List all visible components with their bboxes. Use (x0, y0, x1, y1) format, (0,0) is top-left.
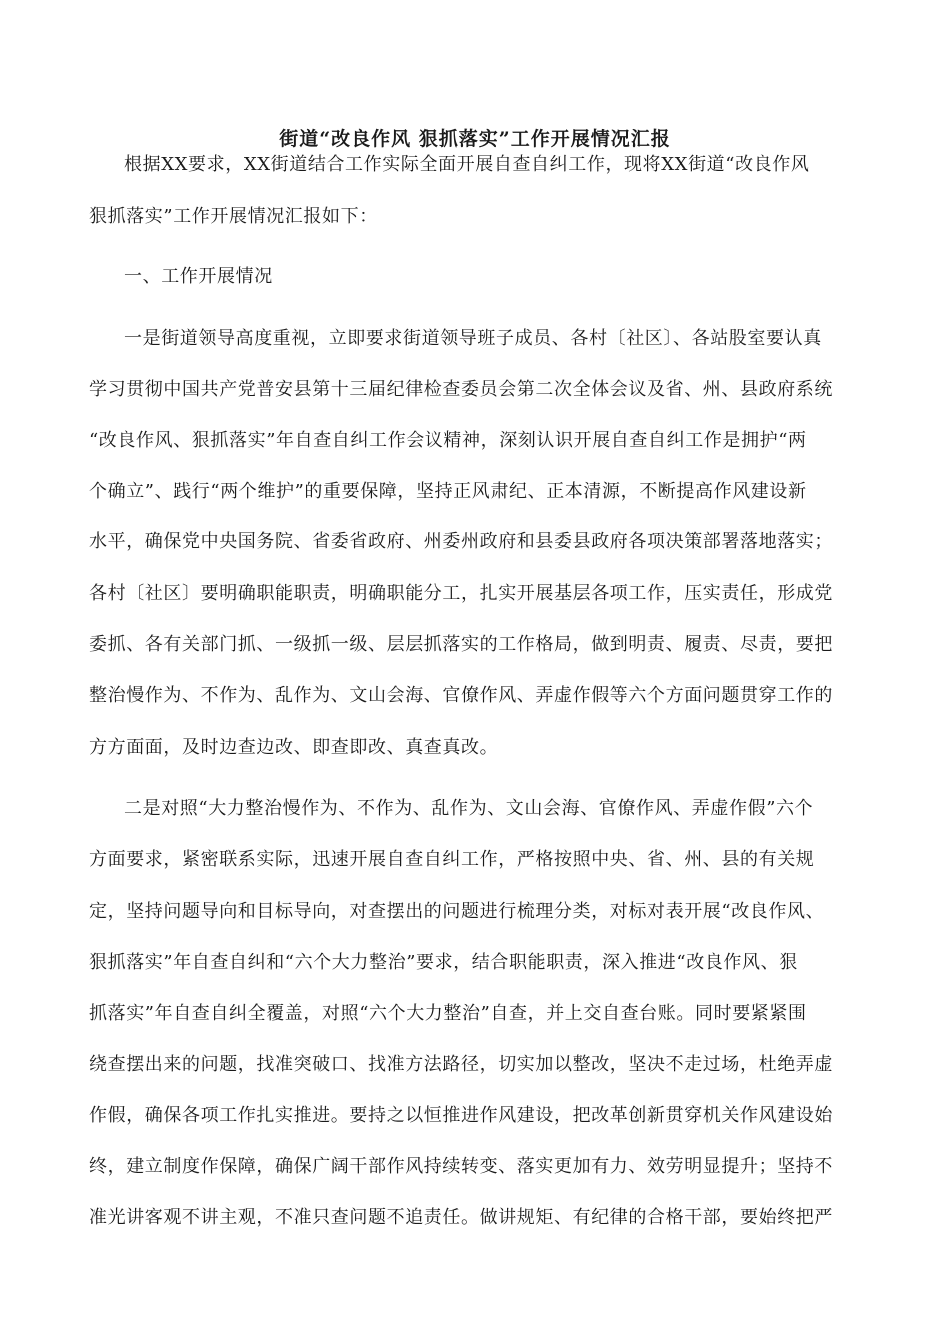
paragraph2-line: 抓落实”年自查自纠全覆盖，对照“六个大力整治”自查，并上交自查台账。同时要紧紧围 (89, 1003, 807, 1024)
paragraph1-line: “改良作风、狠抓落实”年自查自纠工作会议精神，深刻认识开展自查自纠工作是拥护“两 (89, 430, 807, 451)
paragraph2-line: 方面要求，紧密联系实际，迅速开展自查自纠工作，严格按照中央、省、州、县的有关规 (89, 849, 815, 870)
paragraph1-line: 个确立”、践行“两个维护”的重要保障，坚持正风肃纪、正本清源，不断提高作风建设新 (89, 481, 807, 502)
paragraph2-line: 狠抓落实”年自查自纠和“六个大力整治”要求，结合职能职责，深入推进“改良作风、狠 (89, 952, 798, 973)
intro-line: 根据XX要求，XX街道结合工作实际全面开展自查自纠工作，现将XX街道“改良作风 (124, 154, 810, 175)
paragraph2-line: 作假，确保各项工作扎实推进。要持之以恒推进作风建设，把改革创新贯穿机关作风建设始 (89, 1105, 833, 1126)
paragraph2-line: 终，建立制度作保障，确保广阔干部作风持续转变、落实更加有力、效劳明显提升；坚持不 (89, 1156, 833, 1177)
intro-line: 狠抓落实”工作开展情况汇报如下： (89, 206, 378, 227)
paragraph2-line: 绕查摆出来的问题，找准突破口、找准方法路径，切实加以整改，坚决不走过场，杜绝弄虚 (89, 1054, 833, 1075)
paragraph2-line: 准光讲客观不讲主观，不准只查问题不追责任。做讲规矩、有纪律的合格干部，要始终把严 (89, 1207, 833, 1228)
paragraph1-line: 整治慢作为、不作为、乱作为、文山会海、官僚作风、弄虚作假等六个方面问题贯穿工作的 (89, 685, 833, 706)
paragraph1-line: 委抓、各有关部门抓、一级抓一级、层层抓落实的工作格局，做到明责、履责、尽责，要把 (89, 634, 833, 655)
paragraph1-line: 学习贯彻中国共产党普安县第十三届纪律检查委员会第二次全体会议及省、州、县政府系统 (89, 379, 833, 400)
paragraph2-line: 二是对照“大力整治慢作为、不作为、乱作为、文山会海、官僚作风、弄虚作假”六个 (124, 798, 814, 819)
paragraph1-line: 方方面面，及时边查边改、即查即改、真查真改。 (89, 737, 499, 758)
document-title: 街道“改良作风 狠抓落实”工作开展情况汇报 (279, 128, 671, 150)
paragraph1-line: 各村〔社区〕要明确职能职责，明确职能分工，扎实开展基层各项工作，压实责任，形成党 (89, 583, 833, 604)
paragraph1-line: 水平，确保党中央国务院、省委省政府、州委州政府和县委县政府各项决策部署落地落实； (89, 531, 833, 552)
paragraph1-line: 一是街道领导高度重视，立即要求街道领导班子成员、各村〔社区〕、各站股室要认真 (124, 328, 822, 349)
paragraph2-line: 定，坚持问题导向和目标导向，对查摆出的问题进行梳理分类，对标对表开展“改良作风、 (89, 901, 825, 922)
section-heading: 一、工作开展情况 (124, 266, 273, 287)
